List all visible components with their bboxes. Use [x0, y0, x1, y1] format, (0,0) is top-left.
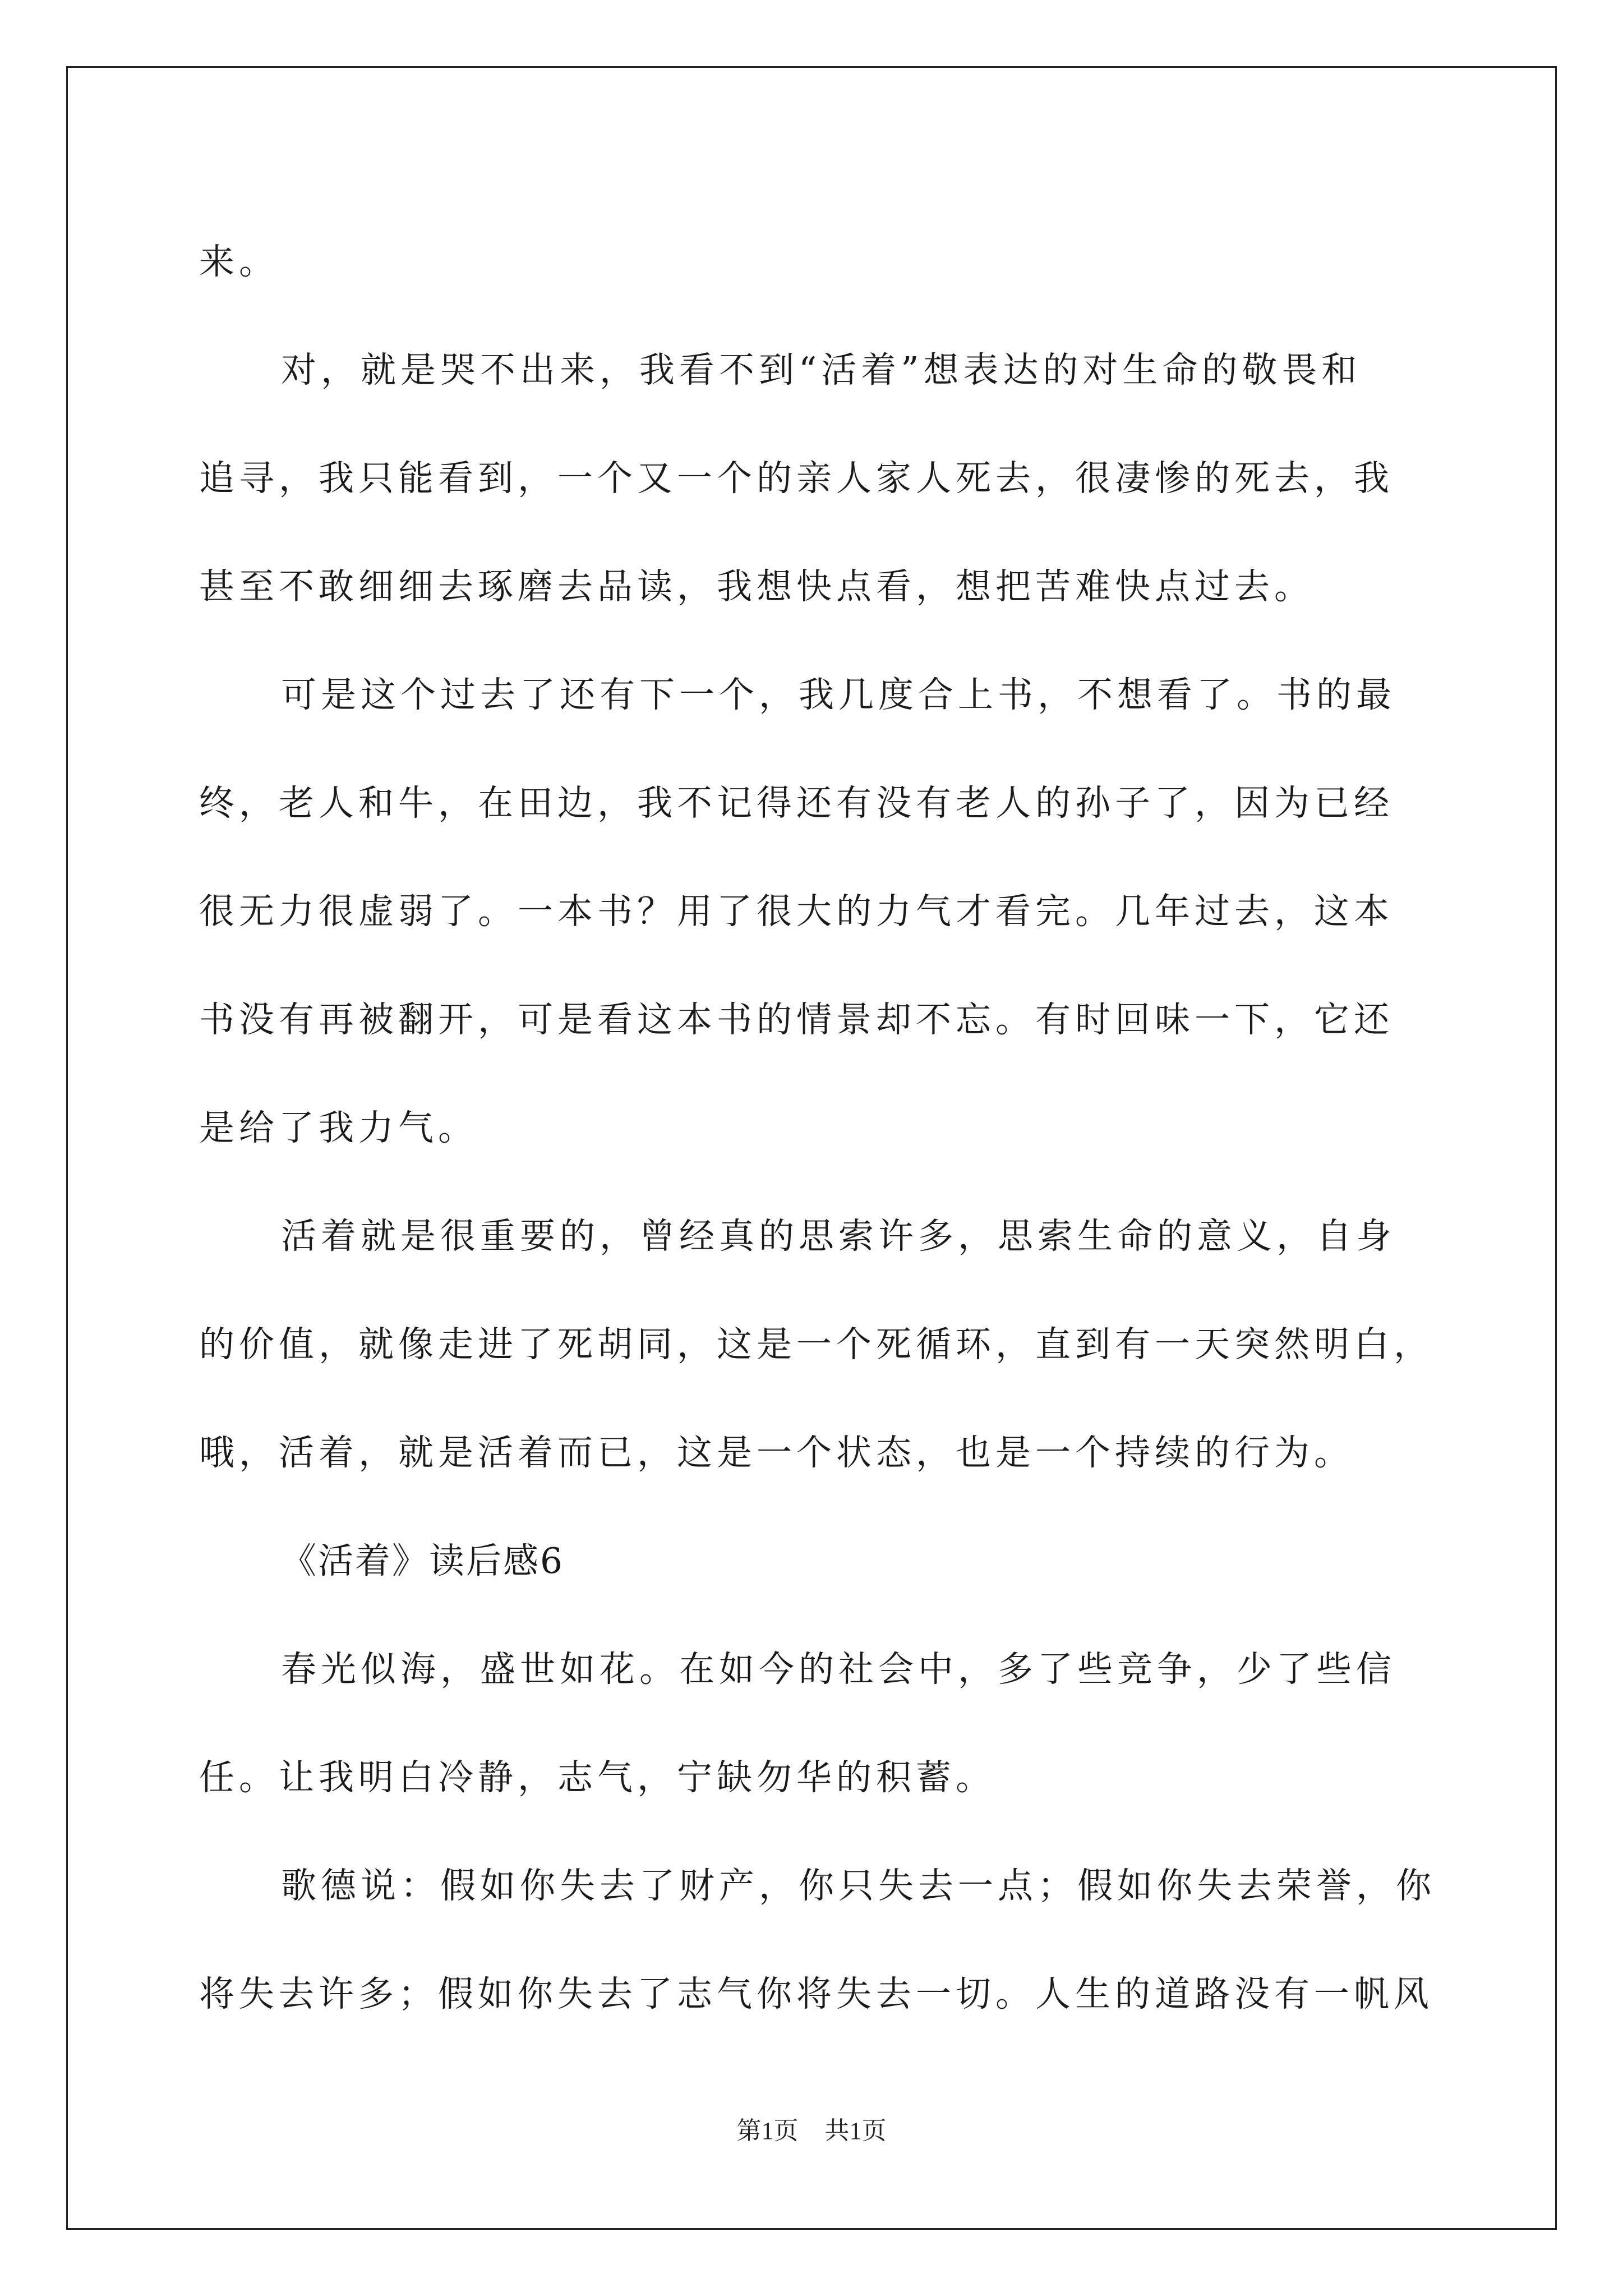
text-line: 很无力很虚弱了。一本书？用了很大的力气才看完。几年过去，这本: [199, 891, 1394, 932]
text-line: 书没有再被翻开，可是看这本书的情景却不忘。有时回味一下，它还: [199, 999, 1394, 1040]
document-body: [199, 208, 1436, 2048]
page-footer: [0, 2110, 1623, 2146]
text-line: 歌德说：假如你失去了财产，你只失去一点；假如你失去荣誉，你: [281, 1865, 1436, 1906]
text-line: 对，就是哭不出来，我看不到“活着”想表达的对生命的敬畏和: [281, 349, 1362, 390]
text-line: 的价值，就像走进了死胡同，这是一个死循环，直到有一天突然明白，: [199, 1324, 1433, 1365]
text-line: 甚至不敢细细去琢磨去品读，我想快点看，想把苦难快点过去。: [199, 566, 1314, 607]
text-line: 活着就是很重要的，曾经真的思索许多，思索生命的意义，自身: [281, 1216, 1396, 1257]
text-line: 是给了我力气。: [199, 1107, 478, 1148]
text-line: 哦，活着，就是活着而已，这是一个状态，也是一个持续的行为。: [199, 1432, 1354, 1473]
page-total: 共1页: [824, 2117, 887, 2145]
text-line: 可是这个过去了还有下一个，我几度合上书，不想看了。书的最: [281, 674, 1396, 715]
section-heading: 《活着》读后感6: [281, 1540, 565, 1581]
text-line: 终，老人和牛，在田边，我不记得还有没有老人的孙子了，因为已经: [199, 783, 1394, 823]
text-line: 将失去许多；假如你失去了志气你将失去一切。人生的道路没有一帆风: [199, 1973, 1433, 2014]
text-line: 任。让我明白冷静，志气，宁缺勿华的积蓄。: [199, 1757, 995, 1798]
page-number: 第1页: [736, 2117, 799, 2145]
text-line: 来。: [199, 241, 279, 282]
text-line: 春光似海，盛世如花。在如今的社会中，多了些竞争，少了些信: [281, 1649, 1396, 1690]
text-line: 追寻，我只能看到，一个又一个的亲人家人死去，很凄惨的死去，我: [199, 458, 1394, 499]
